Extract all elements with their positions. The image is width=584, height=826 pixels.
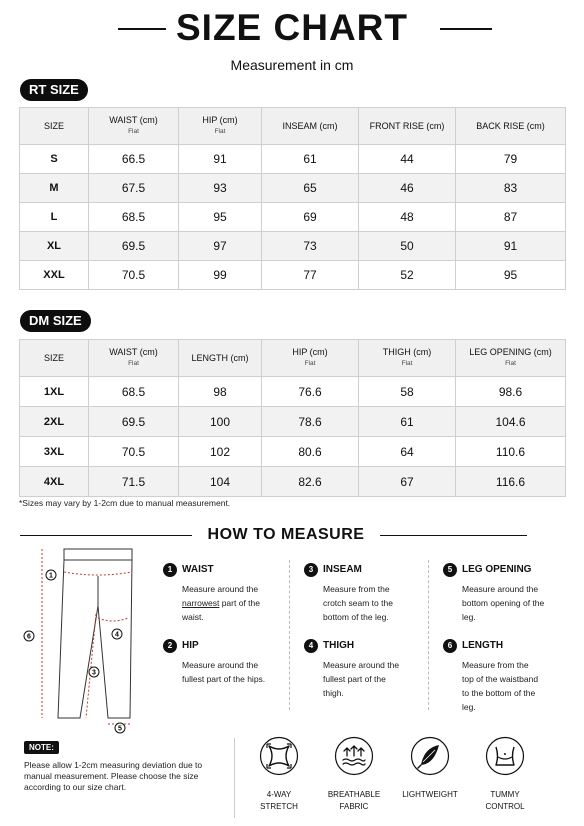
- table-cell: 83: [456, 174, 566, 203]
- table-cell: 67.5: [89, 174, 179, 203]
- table-cell: 64: [359, 437, 456, 467]
- table-cell: 80.6: [262, 437, 359, 467]
- step-desc: Measure around the fullest part of the thigh.: [323, 660, 400, 698]
- table-cell: 116.6: [456, 467, 566, 497]
- table-cell: 69: [262, 203, 359, 232]
- pants-diagram: [20, 546, 140, 738]
- feature-lightweight: [394, 736, 466, 801]
- rt-size-badge: RT SIZE: [20, 79, 88, 101]
- table-row: [20, 261, 566, 290]
- column-header-sub: Flat: [401, 360, 413, 367]
- step-title: INSEAM: [323, 564, 362, 575]
- table-row: [20, 377, 566, 407]
- waist-measure-line: [64, 572, 132, 575]
- column-header-label: HIP (cm): [202, 115, 238, 125]
- table-row: [20, 467, 566, 497]
- table-cell: 70.5: [89, 437, 179, 467]
- column-divider: [289, 560, 290, 710]
- step-desc: Measure around the fullest part of the hips.: [182, 660, 266, 684]
- diagram-num-4: 4: [115, 631, 119, 639]
- feature-label: TUMMY: [490, 790, 520, 799]
- table-cell: 68.5: [89, 203, 179, 232]
- table-cell: S: [20, 145, 89, 174]
- table-cell: 66.5: [89, 145, 179, 174]
- column-header-label: SIZE: [43, 121, 64, 131]
- step-desc-emphasis: narrowest: [182, 598, 220, 608]
- table-cell: 69.5: [89, 232, 179, 261]
- feature-label: STRETCH: [260, 802, 298, 811]
- thigh-measure-line: [98, 618, 128, 621]
- table-cell: 68.5: [89, 377, 179, 407]
- section-rule-left: [20, 535, 192, 536]
- stretch-icon: [259, 736, 299, 776]
- column-header: [456, 340, 566, 377]
- feature-label: FABRIC: [339, 802, 369, 811]
- step-length: [443, 639, 563, 714]
- step-title: THIGH: [323, 640, 355, 651]
- column-header-label: INSEAM (cm): [282, 121, 338, 131]
- header: [0, 6, 584, 50]
- step-number: 6: [443, 639, 457, 653]
- column-header-label: WAIST (cm): [109, 115, 158, 125]
- column-header: [359, 340, 456, 377]
- table-cell: 104: [179, 467, 262, 497]
- table-row: [20, 437, 566, 467]
- column-header: [456, 108, 566, 145]
- column-header: [359, 108, 456, 145]
- table-cell: 3XL: [20, 437, 89, 467]
- table-cell: 61: [262, 145, 359, 174]
- column-header-sub: Flat: [128, 360, 139, 367]
- rt-size-table: [19, 107, 566, 290]
- column-header-sub: Flat: [128, 128, 139, 135]
- table-cell: 67: [359, 467, 456, 497]
- table-cell: 95: [456, 261, 566, 290]
- column-header-label: WAIST (cm): [109, 347, 158, 357]
- column-header: [20, 340, 89, 377]
- table-row: [20, 232, 566, 261]
- table-cell: 1XL: [20, 377, 89, 407]
- features-divider: [234, 738, 235, 818]
- table-cell: L: [20, 203, 89, 232]
- diagram-num-1: 1: [49, 572, 53, 580]
- feature-label: BREATHABLE: [327, 790, 381, 799]
- table-cell: 48: [359, 203, 456, 232]
- feature-label: CONTROL: [485, 802, 525, 811]
- step-desc: Measure from the top of the waistband to the bottom of the leg.: [462, 660, 539, 712]
- feature-breathable-fabric: [318, 736, 390, 813]
- column-divider: [428, 560, 429, 710]
- column-header: [179, 108, 262, 145]
- column-header-label: HIP (cm): [292, 347, 328, 357]
- step-inseam: [304, 563, 424, 624]
- table-cell: 82.6: [262, 467, 359, 497]
- diagram-num-5: 5: [118, 725, 122, 733]
- table-cell: 102: [179, 437, 262, 467]
- table-cell: 100: [179, 407, 262, 437]
- step-desc: [182, 582, 283, 624]
- step-number: 2: [163, 639, 177, 653]
- step-title: LENGTH: [462, 640, 504, 651]
- column-header-sub: Flat: [304, 360, 316, 367]
- column-header-label: BACK RISE (cm): [476, 121, 545, 131]
- column-header-label: LENGTH (cm): [191, 353, 249, 363]
- table-cell: 65: [262, 174, 359, 203]
- step-number: 4: [304, 639, 318, 653]
- step-waist: [163, 563, 283, 624]
- table-cell: 4XL: [20, 467, 89, 497]
- dm-size-badge: DM SIZE: [20, 310, 91, 332]
- step-number: 1: [163, 563, 177, 577]
- table-cell: 97: [179, 232, 262, 261]
- step-desc-text: Measure around the: [182, 584, 259, 594]
- table-cell: XL: [20, 232, 89, 261]
- table-cell: 95: [179, 203, 262, 232]
- table-row: [20, 203, 566, 232]
- title-rule-right: [440, 28, 492, 30]
- table-cell: 79: [456, 145, 566, 174]
- column-header-label: SIZE: [43, 353, 64, 363]
- step-title: WAIST: [182, 564, 214, 575]
- section-title: HOW TO MEASURE: [207, 526, 365, 543]
- step-thigh: [304, 639, 424, 700]
- table-cell: 91: [456, 232, 566, 261]
- table-cell: 87: [456, 203, 566, 232]
- column-header-label: THIGH (cm): [382, 347, 432, 357]
- table-cell: 73: [262, 232, 359, 261]
- note-text: Please allow 1-2cm measuring deviation due to manual measurement. Please choose the size according to our size chart.: [24, 760, 203, 793]
- table-cell: M: [20, 174, 89, 203]
- table-header-row: [20, 340, 566, 377]
- table-cell: 2XL: [20, 407, 89, 437]
- column-header-label: FRONT RISE (cm): [369, 121, 445, 131]
- how-to-measure-header: [0, 524, 584, 546]
- feature-4-way-stretch: [243, 736, 315, 813]
- step-desc: Measure around the bottom opening of the leg.: [462, 584, 545, 622]
- table-row: [20, 174, 566, 203]
- page-subtitle: Measurement in cm: [230, 57, 354, 73]
- table-cell: 44: [359, 145, 456, 174]
- table-cell: 61: [359, 407, 456, 437]
- column-header: [89, 340, 179, 377]
- step-number: 5: [443, 563, 457, 577]
- column-header-sub: Flat: [505, 360, 516, 367]
- table-cell: 69.5: [89, 407, 179, 437]
- note-badge: NOTE:: [24, 741, 59, 754]
- feature-label: LIGHTWEIGHT: [402, 790, 458, 799]
- table-cell: XXL: [20, 261, 89, 290]
- table-cell: 110.6: [456, 437, 566, 467]
- step-title: HIP: [182, 640, 199, 651]
- table-cell: 58: [359, 377, 456, 407]
- table-cell: 104.6: [456, 407, 566, 437]
- column-header-label: LEG OPENING (cm): [469, 347, 552, 357]
- table-cell: 52: [359, 261, 456, 290]
- step-hip: [163, 639, 283, 686]
- column-header-sub: Flat: [214, 128, 226, 135]
- step-title: LEG OPENING: [462, 564, 532, 575]
- diagram-num-6: 6: [27, 633, 31, 641]
- table-cell: 91: [179, 145, 262, 174]
- table-cell: 93: [179, 174, 262, 203]
- table-cell: 98.6: [456, 377, 566, 407]
- page-title: SIZE CHART: [176, 7, 408, 48]
- column-header: [179, 340, 262, 377]
- column-header: [262, 108, 359, 145]
- section-rule-right: [380, 535, 527, 536]
- feature-tummy-control: [469, 736, 541, 813]
- column-header: [262, 340, 359, 377]
- table-cell: 77: [262, 261, 359, 290]
- table-cell: 71.5: [89, 467, 179, 497]
- feather-icon: [410, 736, 450, 776]
- footnote: *Sizes may vary by 1-2cm due to manual measurement.: [19, 498, 231, 508]
- step-number: 3: [304, 563, 318, 577]
- column-header: [89, 108, 179, 145]
- table-cell: 99: [179, 261, 262, 290]
- breathable-icon: [334, 736, 374, 776]
- column-header: [20, 108, 89, 145]
- table-row: [20, 407, 566, 437]
- dm-size-table: [19, 339, 566, 497]
- table-header-row: [20, 108, 566, 145]
- table-cell: 76.6: [262, 377, 359, 407]
- feature-label: 4-WAY: [266, 790, 292, 799]
- table-cell: 46: [359, 174, 456, 203]
- step-leg-opening: [443, 563, 563, 624]
- table-cell: 78.6: [262, 407, 359, 437]
- table-row: [20, 145, 566, 174]
- diagram-num-3: 3: [92, 669, 96, 677]
- table-cell: 50: [359, 232, 456, 261]
- tummy-icon: [485, 736, 525, 776]
- step-desc: Measure from the crotch seam to the bottom of the leg.: [323, 584, 393, 622]
- step-desc-text: part of the waist.: [182, 598, 260, 622]
- table-cell: 98: [179, 377, 262, 407]
- table-cell: 70.5: [89, 261, 179, 290]
